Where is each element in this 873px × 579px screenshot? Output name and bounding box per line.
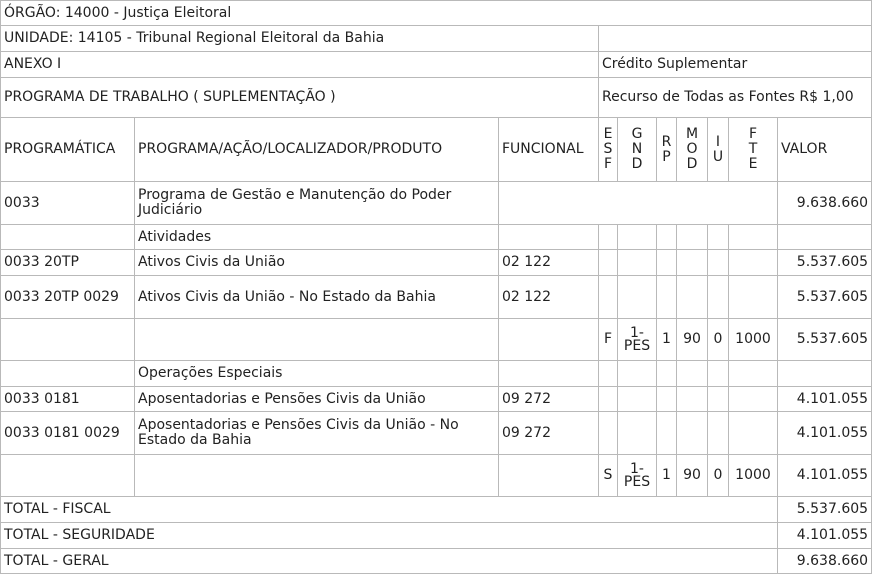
col-gnd: G N D: [618, 118, 657, 182]
total-geral-label: TOTAL - GERAL: [1, 549, 778, 574]
cell-empty: [657, 412, 677, 455]
table-row: [1, 387, 872, 412]
cell-programatica: 0033 20TP: [1, 250, 135, 276]
table-row: [1, 319, 872, 361]
cell-valor: 4.101.055: [778, 455, 872, 497]
cell-programatica: 0033 20TP 0029: [1, 276, 135, 319]
col-rp: R P: [657, 118, 677, 182]
cell-valor: 9.638.660: [778, 182, 872, 225]
cell-empty: [729, 387, 778, 412]
cell-mod: 90: [677, 319, 708, 361]
cell-iu: 0: [708, 455, 729, 497]
cell-programa: Atividades: [135, 225, 499, 250]
orgao-label: ÓRGÃO: 14000 - Justiça Eleitoral: [1, 1, 872, 26]
cell-gnd: 1-PES: [618, 455, 657, 497]
cell-fte: 1000: [729, 319, 778, 361]
cell-empty: [1, 455, 135, 497]
cell-empty: [499, 319, 599, 361]
cell-programatica: 0033: [1, 182, 135, 225]
cell-empty: [729, 225, 778, 250]
col-programatica: PROGRAMÁTICA: [1, 118, 135, 182]
cell-empty: [599, 361, 618, 387]
total-geral-row: [1, 549, 872, 574]
total-fiscal-label: TOTAL - FISCAL: [1, 497, 778, 523]
unidade-row: [1, 26, 872, 52]
cell-programa: Ativos Civis da União - No Estado da Bahia: [135, 276, 499, 319]
table-row: [1, 412, 872, 455]
anexo-row: [1, 52, 872, 78]
cell-programa: Aposentadorias e Pensões Civis da União: [135, 387, 499, 412]
total-seguridade-value: 4.101.055: [778, 523, 872, 549]
cell-empty: [677, 361, 708, 387]
cell-valor: 4.101.055: [778, 412, 872, 455]
cell-empty: [778, 225, 872, 250]
credito-label: Crédito Suplementar: [599, 52, 872, 78]
cell-esf: S: [599, 455, 618, 497]
cell-empty: [499, 361, 599, 387]
col-valor: VALOR: [778, 118, 872, 182]
cell-funcional: 09 272: [499, 387, 599, 412]
cell-empty: [708, 250, 729, 276]
cell-empty: [618, 225, 657, 250]
cell-empty: [708, 361, 729, 387]
cell-programa: Ativos Civis da União: [135, 250, 499, 276]
cell-empty: [1, 225, 135, 250]
cell-programa: Aposentadorias e Pensões Civis da União - No Estado da Bahia: [135, 412, 499, 455]
cell-empty: [618, 412, 657, 455]
col-esf: E S F: [599, 118, 618, 182]
cell-empty: [1, 319, 135, 361]
cell-valor: 5.537.605: [778, 319, 872, 361]
orgao-row: [1, 1, 872, 26]
col-fte: F T E: [729, 118, 778, 182]
cell-empty: [618, 250, 657, 276]
cell-empty: [729, 250, 778, 276]
table-row: [1, 455, 872, 497]
cell-rp: 1: [657, 455, 677, 497]
cell-empty: [708, 412, 729, 455]
table-row: [1, 276, 872, 319]
cell-empty: [657, 276, 677, 319]
cell-empty: [657, 387, 677, 412]
cell-empty: [729, 412, 778, 455]
programa-trabalho-row: [1, 78, 872, 118]
cell-programa: Programa de Gestão e Manutenção do Poder Judiciário: [135, 182, 499, 225]
cell-empty: [708, 276, 729, 319]
cell-valor: 4.101.055: [778, 387, 872, 412]
table-row: [1, 250, 872, 276]
cell-empty: [708, 225, 729, 250]
cell-funcional: 02 122: [499, 250, 599, 276]
unidade-label: UNIDADE: 14105 - Tribunal Regional Eleitoral da Bahia: [1, 26, 599, 52]
cell-empty: [708, 387, 729, 412]
cell-empty: [1, 361, 135, 387]
total-fiscal-row: [1, 497, 872, 523]
cell-empty: [499, 182, 778, 225]
cell-empty: [599, 225, 618, 250]
cell-gnd: 1-PES: [618, 319, 657, 361]
cell-funcional: 02 122: [499, 276, 599, 319]
table-row: [1, 225, 872, 250]
cell-empty: [657, 250, 677, 276]
cell-empty: [677, 225, 708, 250]
cell-esf: F: [599, 319, 618, 361]
cell-empty: [599, 250, 618, 276]
cell-rp: 1: [657, 319, 677, 361]
total-fiscal-value: 5.537.605: [778, 497, 872, 523]
unidade-spacer: [599, 26, 872, 52]
cell-programatica: 0033 0181: [1, 387, 135, 412]
cell-funcional: 09 272: [499, 412, 599, 455]
cell-mod: 90: [677, 455, 708, 497]
cell-empty: [677, 276, 708, 319]
cell-empty: [599, 276, 618, 319]
cell-iu: 0: [708, 319, 729, 361]
cell-empty: [599, 387, 618, 412]
programa-trabalho-label: PROGRAMA DE TRABALHO ( SUPLEMENTAÇÃO ): [1, 78, 599, 118]
cell-empty: [677, 412, 708, 455]
cell-empty: [677, 387, 708, 412]
cell-empty: [135, 319, 499, 361]
cell-programatica: 0033 0181 0029: [1, 412, 135, 455]
cell-programa: Operações Especiais: [135, 361, 499, 387]
cell-empty: [657, 361, 677, 387]
cell-empty: [499, 225, 599, 250]
cell-empty: [729, 361, 778, 387]
cell-empty: [618, 361, 657, 387]
cell-empty: [599, 412, 618, 455]
cell-fte: 1000: [729, 455, 778, 497]
total-seguridade-row: [1, 523, 872, 549]
cell-valor: 5.537.605: [778, 250, 872, 276]
cell-empty: [135, 455, 499, 497]
cell-empty: [499, 455, 599, 497]
col-mod: M O D: [677, 118, 708, 182]
col-programa: PROGRAMA/AÇÃO/LOCALIZADOR/PRODUTO: [135, 118, 499, 182]
table-row: [1, 182, 872, 225]
total-seguridade-label: TOTAL - SEGURIDADE: [1, 523, 778, 549]
total-geral-value: 9.638.660: [778, 549, 872, 574]
cell-empty: [677, 250, 708, 276]
cell-empty: [618, 276, 657, 319]
cell-empty: [729, 276, 778, 319]
anexo-label: ANEXO I: [1, 52, 599, 78]
col-funcional: FUNCIONAL: [499, 118, 599, 182]
recurso-label: Recurso de Todas as Fontes R$ 1,00: [599, 78, 872, 118]
cell-valor: 5.537.605: [778, 276, 872, 319]
cell-empty: [778, 361, 872, 387]
cell-empty: [657, 225, 677, 250]
table-row: [1, 361, 872, 387]
col-iu: I U: [708, 118, 729, 182]
cell-empty: [618, 387, 657, 412]
column-header-row: [1, 118, 872, 182]
